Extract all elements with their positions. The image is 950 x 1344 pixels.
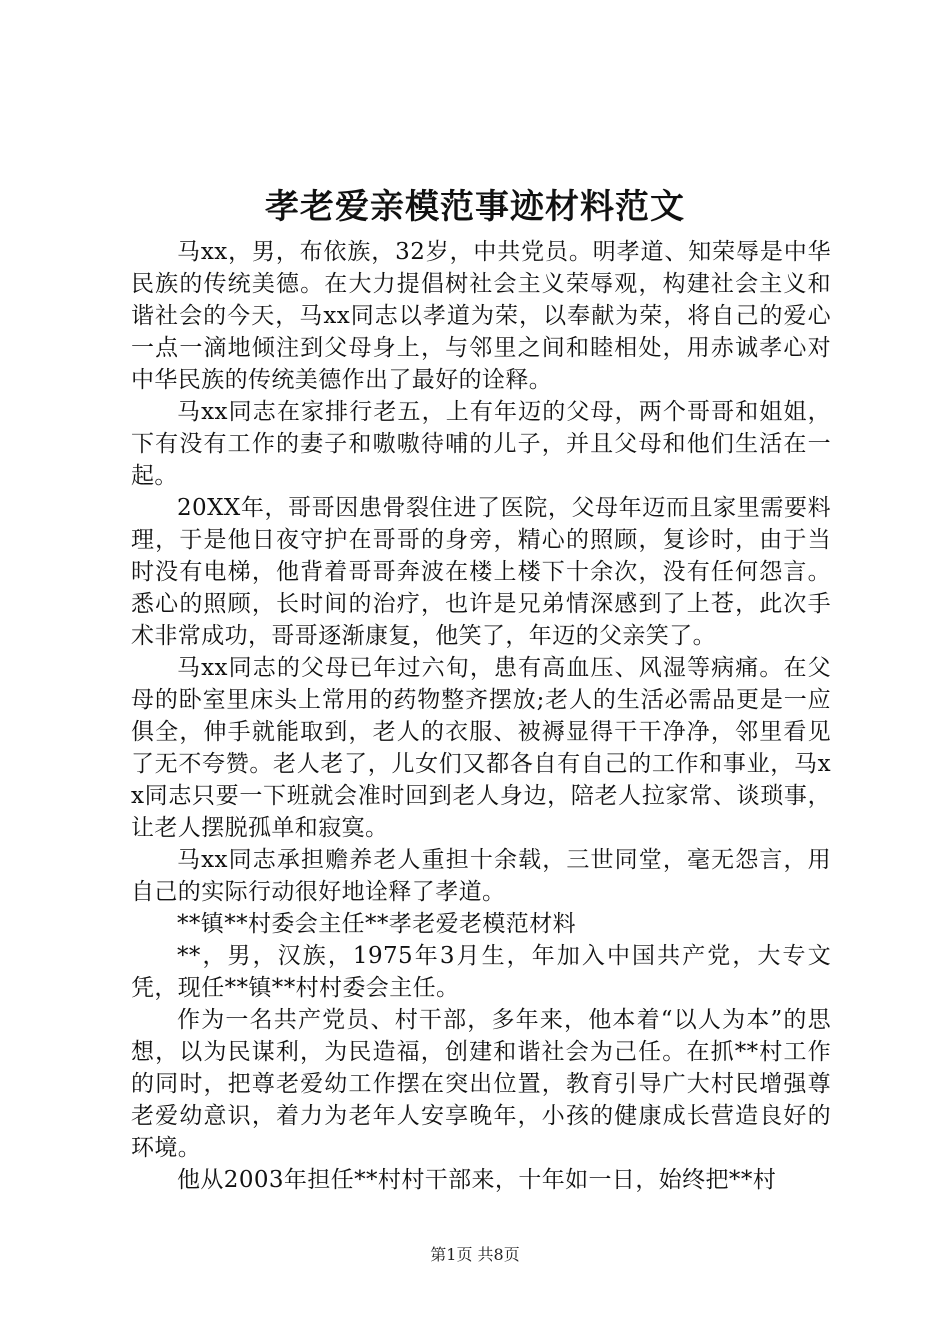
page-number-footer: 第1页 共8页 (430, 1245, 520, 1264)
paragraph: **，男，汉族，1975年3月生，年加入中国共产党，大专文凭，现任**镇**村村委会主任。 (131, 943, 831, 1001)
paragraph: 马xx同志的父母已年过六旬，患有高血压、风湿等病痛。在父母的卧室里床头上常用的药物整齐摆放;老人的生活必需品更是一应俱全，伸手就能取到，老人的衣服、被褥显得干干净净，邻里看见了无不夸赞。老人老了，儿女们又都各自有自己的工作和事业，马xx同志只要一下班就会准时回到老人身边，陪老人拉家常、谈琐事，让老人摆脱孤单和寂寞。 (131, 655, 831, 841)
paragraph: 马xx，男，布依族，32岁，中共党员。明孝道、知荣辱是中华民族的传统美德。在大力提倡树社会主义荣辱观，构建社会主义和谐社会的今天，马xx同志以孝道为荣，以奉献为荣，将自己的爱心一点一滴地倾注到父母身上，与邻里之间和睦相处，用赤诚孝心对中华民族的传统美德作出了最好的诠释。 (131, 239, 831, 393)
paragraph: 马xx同志承担赡养老人重担十余载，三世同堂，毫无怨言，用自己的实际行动很好地诠释了孝道。 (131, 847, 831, 905)
paragraph: 作为一名共产党员、村干部，多年来，他本着“以人为本”的思想，以为民谋利，为民造福，创建和谐社会为己任。在抓**村工作的同时，把尊老爱幼工作摆在突出位置，教育引导广大村民增强尊老爱幼意识，着力为老年人安享晚年，小孩的健康成长营造良好的环境。 (131, 1007, 831, 1161)
paragraph: 他从2003年担任**村村干部来，十年如一日，始终把**村 (177, 1167, 777, 1193)
document-body (131, 236, 831, 1196)
section-heading: **镇**村委会主任**孝老爱老模范材料 (177, 911, 576, 937)
document-title: 孝老爱亲模范事迹材料范文 (265, 187, 685, 227)
paragraph: 马xx同志在家排行老五，上有年迈的父母，两个哥哥和姐姐，下有没有工作的妻子和嗷嗷待哺的儿子，并且父母和他们生活在一起。 (131, 399, 831, 489)
paragraph: 20XX年，哥哥因患骨裂住进了医院，父母年迈而且家里需要料理，于是他日夜守护在哥哥的身旁，精心的照顾，复诊时，由于当时没有电梯，他背着哥哥奔波在楼上楼下十余次，没有任何怨言。悉心的照顾，长时间的治疗，也许是兄弟情深感到了上苍，此次手术非常成功，哥哥逐渐康复，他笑了，年迈的父亲笑了。 (131, 495, 831, 649)
